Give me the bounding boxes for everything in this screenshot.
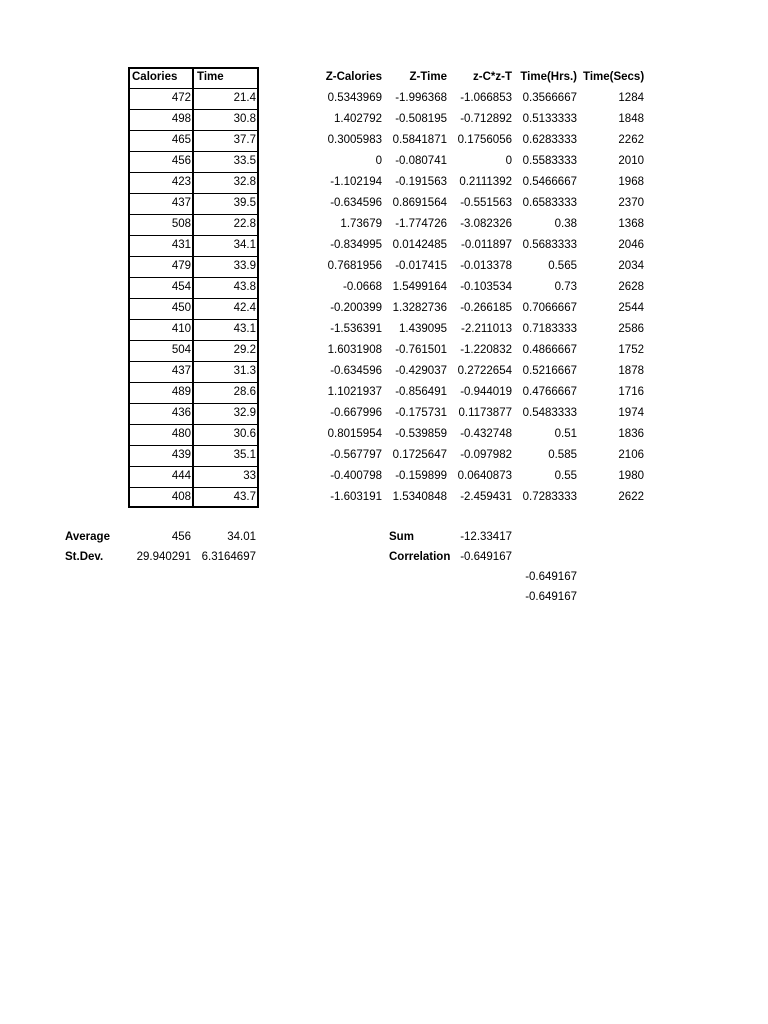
calories-cell: 439 [171,449,191,461]
calories-cell: 508 [171,218,191,230]
average-calories: 456 [171,531,191,543]
time-secs-cell: 1980 [618,470,644,482]
time-hrs-cell: 0.5133333 [522,113,577,125]
z-calories-cell: -0.0668 [342,281,382,293]
time-secs-cell: 2544 [618,302,644,314]
z-time-cell: -0.175731 [395,407,447,419]
z-time-cell: -0.539859 [395,428,447,440]
left-table-row-divider [128,172,259,173]
time-secs-cell: 1974 [618,407,644,419]
z-calories-cell: -0.834995 [330,239,382,251]
z-calories-cell: 1.73679 [340,218,382,230]
stdev-time: 6.3164697 [201,551,256,563]
time-cell: 34.1 [233,239,256,251]
z-time-cell: -1.774726 [395,218,447,230]
average-label: Average [65,531,110,543]
zc-zt-cell: -0.432748 [460,428,512,440]
stdev-label: St.Dev. [65,551,104,563]
header-calories: Calories [132,71,178,83]
z-calories-cell: -0.400798 [330,470,382,482]
calories-cell: 444 [171,470,191,482]
zc-zt-cell: 0 [505,155,512,167]
zc-zt-cell: 0.1756056 [457,134,512,146]
zc-zt-cell: -1.220832 [460,344,512,356]
time-secs-cell: 2370 [618,197,644,209]
z-calories-cell: -0.200399 [330,302,382,314]
time-cell: 35.1 [233,449,256,461]
time-hrs-cell: 0.3566667 [522,92,577,104]
extra-value-2: -0.649167 [525,591,577,603]
time-secs-cell: 2622 [618,491,644,503]
z-time-cell: -0.191563 [395,176,447,188]
left-table-row-divider [128,277,259,278]
left-table-row-divider [128,340,259,341]
left-table-row-divider [128,361,259,362]
average-time: 34.01 [227,531,256,543]
zc-zt-cell: 0.1173877 [458,407,512,419]
time-secs-cell: 2010 [618,155,644,167]
left-table-row-divider [128,424,259,425]
time-hrs-cell: 0.4766667 [522,386,577,398]
left-table-row-divider [128,193,259,194]
time-secs-cell: 2046 [618,239,644,251]
time-cell: 31.3 [233,365,256,377]
time-hrs-cell: 0.5483333 [522,407,577,419]
time-cell: 43.7 [233,491,256,503]
zc-zt-cell: 0.2722654 [457,365,512,377]
left-table-column-divider [192,67,194,508]
z-calories-cell: -1.536391 [330,323,382,335]
calories-cell: 472 [171,92,191,104]
calories-cell: 437 [171,365,191,377]
time-hrs-cell: 0.73 [554,281,577,293]
time-secs-cell: 1848 [618,113,644,125]
time-cell: 33.9 [233,260,256,272]
left-table-row-divider [128,403,259,404]
time-hrs-cell: 0.565 [548,260,577,272]
z-calories-cell: -0.634596 [330,365,382,377]
calories-cell: 489 [171,386,191,398]
time-cell: 39.5 [233,197,256,209]
zc-zt-cell: -3.082326 [460,218,512,230]
time-cell: 33.5 [233,155,256,167]
time-cell: 37.7 [233,134,256,146]
time-hrs-cell: 0.7183333 [522,323,577,335]
z-time-cell: -0.429037 [395,365,447,377]
calories-cell: 479 [171,260,191,272]
zc-zt-cell: -0.266185 [460,302,512,314]
left-table-row-divider [128,256,259,257]
z-calories-cell: -1.603191 [330,491,382,503]
time-hrs-cell: 0.7066667 [522,302,577,314]
time-cell: 33 [243,470,256,482]
calories-cell: 450 [171,302,191,314]
z-time-cell: 0.8691564 [392,197,447,209]
time-secs-cell: 2628 [618,281,644,293]
z-calories-cell: 0.7681956 [327,260,382,272]
left-table-row-divider [128,88,259,89]
z-calories-cell: 0.5343969 [327,92,382,104]
z-calories-cell: 0.8015954 [327,428,382,440]
time-secs-cell: 1368 [618,218,644,230]
calories-cell: 504 [171,344,191,356]
sum-label: Sum [389,531,414,543]
extra-value-1: -0.649167 [525,571,577,583]
z-time-cell: -0.856491 [395,386,447,398]
z-calories-cell: -0.567797 [330,449,382,461]
zc-zt-cell: 0.0640873 [457,470,512,482]
calories-cell: 456 [171,155,191,167]
zc-zt-cell: -2.459431 [460,491,512,503]
z-calories-cell: -0.634596 [330,197,382,209]
header-z-time: Z-Time [409,71,447,83]
zc-zt-cell: -2.211013 [461,323,512,335]
time-secs-cell: 2586 [618,323,644,335]
time-cell: 30.6 [233,428,256,440]
left-table-row-divider [128,151,259,152]
z-time-cell: 1.439095 [399,323,447,335]
time-hrs-cell: 0.6583333 [522,197,577,209]
zc-zt-cell: 0.2111392 [459,176,512,188]
header-time-secs: Time(Secs) [583,71,645,83]
time-hrs-cell: 0.6283333 [522,134,577,146]
zc-zt-cell: -0.551563 [460,197,512,209]
z-calories-cell: 0 [375,155,382,167]
left-table-row-divider [128,235,259,236]
z-time-cell: 1.3282736 [392,302,447,314]
time-cell: 43.8 [233,281,256,293]
calories-cell: 436 [171,407,191,419]
correlation-label: Correlation [389,551,451,563]
header-zc-zt: z-C*z-T [473,71,512,83]
calories-cell: 408 [171,491,191,503]
zc-zt-cell: -0.013378 [460,260,512,272]
z-time-cell: -1.996368 [395,92,447,104]
z-time-cell: -0.080741 [395,155,447,167]
z-calories-cell: 1.6031908 [327,344,382,356]
time-cell: 42.4 [233,302,256,314]
zc-zt-cell: -0.103534 [460,281,512,293]
left-table-row-divider [128,445,259,446]
left-table-row-divider [128,130,259,131]
zc-zt-cell: -0.011897 [461,239,512,251]
time-hrs-cell: 0.4866667 [522,344,577,356]
time-secs-cell: 1752 [618,344,644,356]
time-hrs-cell: 0.51 [554,428,577,440]
calories-cell: 465 [171,134,191,146]
z-calories-cell: 1.1021937 [327,386,382,398]
z-calories-cell: 1.402792 [334,113,382,125]
time-cell: 29.2 [233,344,256,356]
z-time-cell: 1.5340848 [392,491,447,503]
time-hrs-cell: 0.55 [554,470,577,482]
calories-cell: 423 [171,176,191,188]
z-time-cell: -0.159899 [395,470,447,482]
time-hrs-cell: 0.5583333 [522,155,577,167]
time-cell: 30.8 [233,113,256,125]
left-table-row-divider [128,466,259,467]
z-calories-cell: -1.102194 [330,176,382,188]
time-hrs-cell: 0.5683333 [522,239,577,251]
left-table-row-divider [128,487,259,488]
calories-cell: 431 [171,239,191,251]
left-table-row-divider [128,109,259,110]
time-hrs-cell: 0.5466667 [522,176,577,188]
sum-value: -12.33417 [460,531,512,543]
time-secs-cell: 1836 [618,428,644,440]
header-time: Time [197,71,224,83]
time-secs-cell: 1716 [618,386,644,398]
time-cell: 32.8 [233,176,256,188]
z-calories-cell: -0.667996 [330,407,382,419]
calories-cell: 410 [171,323,191,335]
header-z-calories: Z-Calories [325,71,382,83]
time-cell: 32.9 [233,407,256,419]
time-secs-cell: 2034 [618,260,644,272]
time-hrs-cell: 0.585 [548,449,577,461]
time-cell: 43.1 [233,323,256,335]
z-time-cell: -0.761501 [395,344,447,356]
time-cell: 28.6 [233,386,256,398]
zc-zt-cell: -1.066853 [460,92,512,104]
left-table-row-divider [128,214,259,215]
time-hrs-cell: 0.5216667 [522,365,577,377]
time-secs-cell: 2262 [618,134,644,146]
time-hrs-cell: 0.38 [554,218,577,230]
time-secs-cell: 1878 [618,365,644,377]
calories-cell: 437 [171,197,191,209]
time-secs-cell: 1968 [618,176,644,188]
calories-cell: 480 [171,428,191,440]
z-time-cell: 0.1725647 [392,449,447,461]
z-time-cell: 0.0142485 [392,239,447,251]
calories-cell: 454 [171,281,191,293]
z-time-cell: 0.5841871 [392,134,447,146]
left-table-row-divider [128,298,259,299]
z-calories-cell: 0.3005983 [327,134,382,146]
time-hrs-cell: 0.7283333 [522,491,577,503]
time-cell: 21.4 [233,92,256,104]
time-secs-cell: 2106 [618,449,644,461]
header-time-hrs: Time(Hrs.) [520,71,577,83]
z-time-cell: -0.017415 [395,260,447,272]
left-table-row-divider [128,319,259,320]
zc-zt-cell: -0.712892 [460,113,512,125]
time-cell: 22.8 [233,218,256,230]
z-time-cell: 1.5499164 [392,281,447,293]
stdev-calories: 29.940291 [136,551,191,563]
correlation-value: -0.649167 [460,551,512,563]
time-secs-cell: 1284 [618,92,644,104]
calories-cell: 498 [171,113,191,125]
zc-zt-cell: -0.097982 [460,449,512,461]
zc-zt-cell: -0.944019 [460,386,512,398]
left-table-row-divider [128,382,259,383]
z-time-cell: -0.508195 [395,113,447,125]
